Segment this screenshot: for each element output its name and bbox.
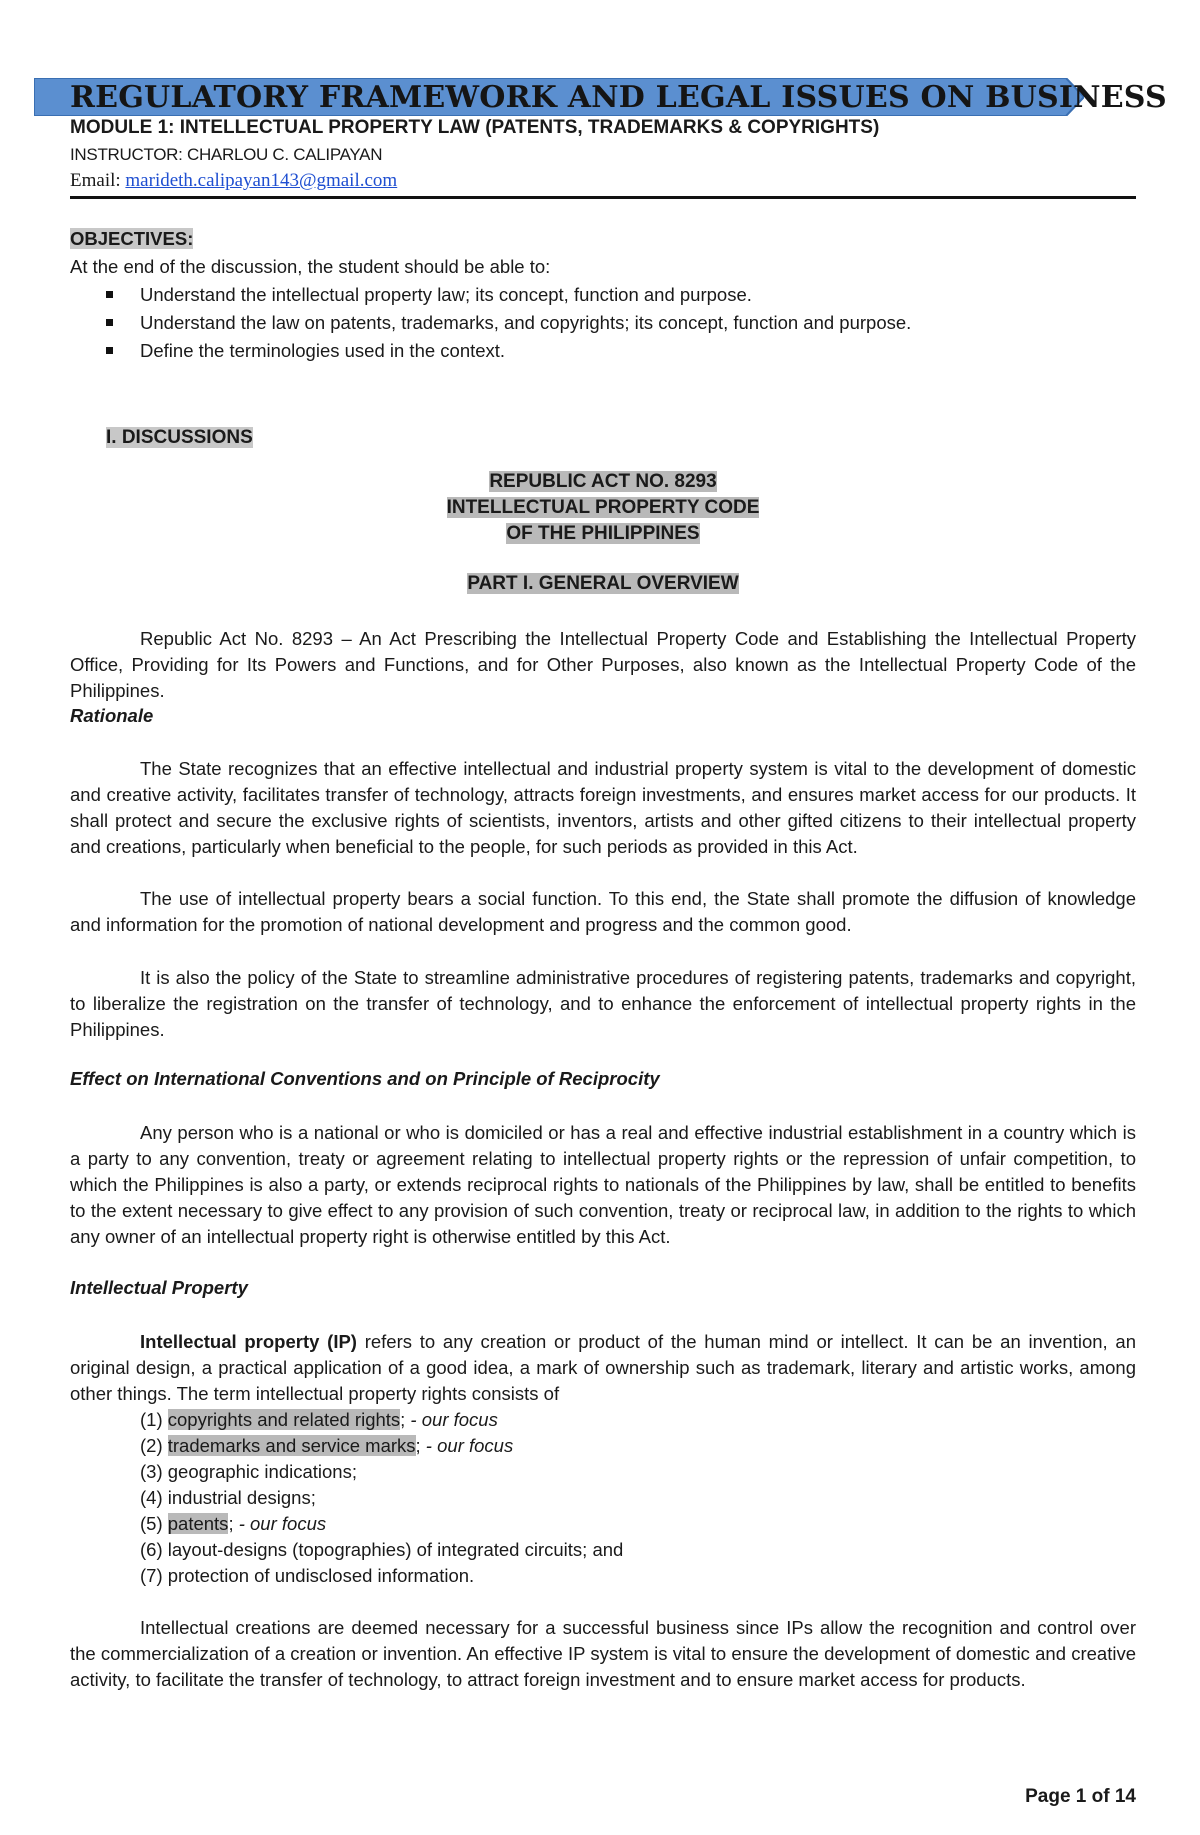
list-item	[140, 1459, 623, 1485]
part-heading	[70, 573, 1136, 595]
rationale-heading: Rationale	[70, 705, 154, 726]
discussions-heading	[106, 427, 253, 449]
rationale-text: It is also the policy of the State to streamline administrative procedures of registering patents, trademarks and copyright, to liberalize the registration on the transfer of technology, and to enhance the enforcement of intellectual property rights in the Philippines.	[70, 967, 1136, 1040]
ip-item-focus-note: - our focus	[420, 1435, 514, 1456]
list-item	[140, 1407, 623, 1433]
ip-item-suffix: ;	[228, 1513, 234, 1534]
act-title-block	[70, 469, 1136, 547]
rationale-paragraph-3	[70, 965, 1136, 1043]
act-title-line: REPUBLIC ACT NO. 8293	[489, 471, 717, 492]
title-banner	[34, 78, 1167, 116]
conventions-heading: Effect on International Conventions and on Principle of Reciprocity	[70, 1068, 660, 1089]
ip-definition: refers to any creation or product of the human mind or intellect. It can be an invention, an original design, a practical application of a good idea, a mark of ownership such as trademark, literary and artistic works, among other things. The term intellectual property rights consists of	[70, 1331, 1136, 1404]
discussions-heading-text: I. DISCUSSIONS	[106, 427, 253, 448]
overview-paragraph	[70, 626, 1136, 704]
bullet-square-icon	[106, 319, 113, 326]
overview-text: Republic Act No. 8293 – An Act Prescribing the Intellectual Property Code and Establishing the Intellectual Property Office, Providing for Its Powers and Functions, and for Other Purposes, also known as the Intellectual Property Code of the Philippines.	[70, 628, 1136, 701]
ip-closing-text: Intellectual creations are deemed necessary for a successful business since IPs allow the recognition and control over the commercialization of a creation or invention. An effective IP system is vital to ensure the development of domestic and creative activity, to facilitate the transfer of technology, to attract foreign investment and to ensure market access for products.	[70, 1617, 1136, 1690]
objectives-intro: At the end of the discussion, the student should be able to:	[70, 256, 551, 277]
ip-item-focus-note: - our focus	[405, 1409, 498, 1430]
conventions-text: Any person who is a national or who is domiciled or has a real and effective industrial establishment in a country which is a party to any convention, treaty or agreement relating to intellectual property rights or the repression of unfair competition, to which the Philippines is also a party, or extends reciprocal rights to nationals of the Philippines by law, shall be entitled to benefits to the extent necessary to give effect to any provision of such convention, treaty or reciprocal law, in addition to the rights to which any owner of an intellectual property right is otherwise entitled by this Act.	[70, 1122, 1136, 1247]
list-item	[106, 337, 911, 365]
list-item	[140, 1433, 623, 1459]
email-link[interactable]: marideth.calipayan143@gmail.com	[125, 170, 398, 191]
list-item	[140, 1485, 623, 1511]
list-item	[140, 1511, 623, 1537]
ip-closing-paragraph	[70, 1615, 1136, 1693]
email-line	[70, 170, 397, 192]
objective-text: Understand the intellectual property law; its concept, function and purpose.	[140, 284, 752, 305]
objectives-list	[106, 281, 911, 365]
instructor-name: INSTRUCTOR: CHARLOU C. CALIPAYAN	[70, 145, 383, 164]
ip-item-text: patents	[167, 1513, 229, 1534]
ip-rights-list	[140, 1407, 623, 1589]
ip-item-number: (6)	[140, 1539, 168, 1560]
ip-term: Intellectual property (IP)	[140, 1331, 357, 1352]
email-label: Email:	[70, 170, 126, 191]
list-item	[140, 1537, 623, 1563]
ip-item-number: (4)	[140, 1487, 168, 1508]
header-divider	[70, 196, 1136, 199]
page-number: Page 1 of 14	[1025, 1786, 1136, 1807]
conventions-paragraph	[70, 1120, 1136, 1250]
ip-item-number: (5)	[140, 1513, 168, 1534]
ip-item-number: (3)	[140, 1461, 168, 1482]
ip-item-text: trademarks and service marks	[167, 1435, 416, 1456]
ip-item-suffix: ;	[415, 1435, 421, 1456]
ip-item-number: (7)	[140, 1565, 168, 1586]
bullet-square-icon	[106, 347, 113, 354]
act-title-line: OF THE PHILIPPINES	[506, 523, 700, 544]
list-item	[106, 309, 911, 337]
bullet-square-icon	[106, 291, 113, 298]
rationale-paragraph-1	[70, 756, 1136, 860]
ip-item-text: copyrights and related rights	[167, 1409, 401, 1430]
list-item	[106, 281, 911, 309]
ip-item-number: (2)	[140, 1435, 168, 1456]
rationale-text: The State recognizes that an effective intellectual and industrial property system is vital to the development of domestic and creative activity, facilitates transfer of technology, attracts foreign investments, and ensures market access for our products. It shall protect and secure the exclusive rights of scientists, inventors, artists and other gifted citizens to their intellectual property and creations, particularly when beneficial to the people, for such periods as provided in this Act.	[70, 758, 1136, 857]
ip-item-text: geographic indications;	[167, 1461, 357, 1482]
ip-heading: Intellectual Property	[70, 1277, 248, 1298]
objective-text: Understand the law on patents, trademarks, and copyrights; its concept, function and purpose.	[140, 312, 912, 333]
list-item	[140, 1563, 623, 1589]
ip-item-number: (1)	[140, 1409, 168, 1430]
ip-item-focus-note: - our focus	[233, 1513, 327, 1534]
objectives-heading	[70, 226, 1136, 252]
objectives-heading-text: OBJECTIVES:	[70, 228, 194, 249]
ip-item-text: layout-designs (topographies) of integrated circuits; and	[167, 1539, 624, 1560]
objective-text: Define the terminologies used in the context.	[140, 340, 506, 361]
act-title-line: INTELLECTUAL PROPERTY CODE	[446, 497, 760, 518]
module-title: MODULE 1: INTELLECTUAL PROPERTY LAW (PATENTS, TRADEMARKS & COPYRIGHTS)	[70, 117, 880, 138]
rationale-paragraph-2	[70, 886, 1136, 938]
ip-item-suffix: ;	[400, 1409, 406, 1430]
ip-definition-paragraph	[70, 1329, 1136, 1407]
document-page	[70, 0, 1167, 1835]
ip-item-text: protection of undisclosed information.	[167, 1565, 475, 1586]
banner-title: REGULATORY FRAMEWORK AND LEGAL ISSUES ON BUSINESS	[70, 80, 1167, 115]
part-heading-text: PART I. GENERAL OVERVIEW	[467, 573, 739, 594]
ip-item-text: industrial designs;	[167, 1487, 316, 1508]
rationale-text: The use of intellectual property bears a social function. To this end, the State shall promote the diffusion of knowledge and information for the promotion of national development and progress and the common good.	[70, 888, 1136, 935]
